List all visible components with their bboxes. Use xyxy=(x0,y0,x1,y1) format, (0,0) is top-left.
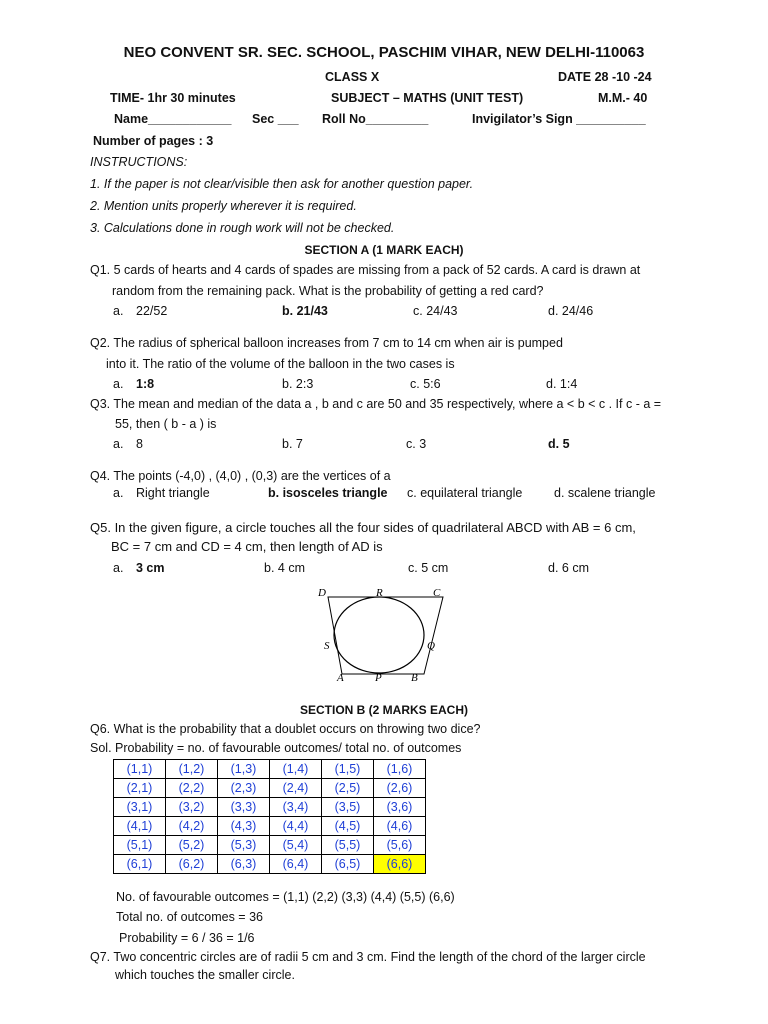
table-cell: (4,2) xyxy=(166,817,218,836)
exam-date: DATE 28 -10 -24 xyxy=(558,70,652,84)
q7-text-cont: which touches the smaller circle. xyxy=(115,968,295,982)
q2-option-b: b. 2:3 xyxy=(282,377,314,391)
table-cell: (5,3) xyxy=(218,836,270,855)
table-cell: (3,6) xyxy=(374,798,426,817)
q3-text: Q3. The mean and median of the data a , b and c are 50 and 35 respectively, where a < b < c . If c - a = xyxy=(90,397,662,411)
point-label-p: P xyxy=(375,672,382,684)
q4-text: Q4. The points (-4,0) , (4,0) , (0,3) are the vertices of a xyxy=(90,469,391,483)
q3-option-d: d. 5 xyxy=(548,437,570,451)
table-row xyxy=(114,855,426,874)
q4-option-d: d. scalene triangle xyxy=(554,486,656,500)
vertex-label-b: B xyxy=(411,672,418,684)
table-cell: (4,4) xyxy=(270,817,322,836)
invigilator-sign-field: Invigilator’s Sign __________ xyxy=(472,112,646,126)
inscribed-circle xyxy=(334,597,424,673)
table-cell: (3,5) xyxy=(322,798,374,817)
q5-text-cont: BC = 7 cm and CD = 4 cm, then length of AD is xyxy=(111,539,383,554)
q1-text-cont: random from the remaining pack. What is the probability of getting a red card? xyxy=(112,284,544,298)
table-row xyxy=(114,760,426,779)
table-cell: (4,3) xyxy=(218,817,270,836)
table-cell: (5,6) xyxy=(374,836,426,855)
total-outcomes: Total no. of outcomes = 36 xyxy=(116,910,263,924)
instruction-item: 2. Mention units properly wherever it is required. xyxy=(90,199,357,213)
instructions-heading: INSTRUCTIONS: xyxy=(90,155,188,169)
section-a-title: SECTION A (1 MARK EACH) xyxy=(304,243,464,257)
section-b-title: SECTION B (2 MARKS EACH) xyxy=(299,703,468,717)
q1-option-d: d. 24/46 xyxy=(548,304,594,318)
q5-option-d: d. 6 cm xyxy=(548,561,589,575)
table-cell: (6,4) xyxy=(270,855,322,874)
table-cell: (2,6) xyxy=(374,779,426,798)
vertex-label-c: C xyxy=(433,587,441,599)
highlighted-doublet-cell: (6,6) xyxy=(374,855,426,874)
table-cell: (6,5) xyxy=(322,855,374,874)
table-cell: (2,2) xyxy=(166,779,218,798)
table-cell: (5,1) xyxy=(114,836,166,855)
q5-option-b: b. 4 cm xyxy=(264,561,305,575)
exam-time: TIME- 1hr 30 minutes xyxy=(110,91,236,105)
table-row xyxy=(114,817,426,836)
point-label-s: S xyxy=(324,640,330,652)
table-cell: (3,3) xyxy=(218,798,270,817)
q3-option-a: 8 xyxy=(136,437,143,451)
instruction-item: 1. If the paper is not clear/visible then ask for another question paper. xyxy=(90,177,474,191)
q5-text: Q5. In the given figure, a circle touches all the four sides of quadrilateral ABCD with AB = 6 cm, xyxy=(90,520,636,535)
favourable-outcomes: No. of favourable outcomes = (1,1) (2,2) (3,3) (4,4) (5,5) (6,6) xyxy=(116,890,455,904)
dice-outcomes-table xyxy=(113,759,426,874)
max-marks: M.M.- 40 xyxy=(598,91,648,105)
table-row xyxy=(114,836,426,855)
table-cell: (2,5) xyxy=(322,779,374,798)
name-field: Name____________ xyxy=(114,112,232,126)
probability-result: Probability = 6 / 36 = 1/6 xyxy=(119,931,255,945)
roll-field: Roll No_________ xyxy=(322,112,429,126)
q4-option-b: b. isosceles triangle xyxy=(268,486,388,500)
q5-option-c: c. 5 cm xyxy=(408,561,449,575)
q5-option-a-label: a. xyxy=(113,561,124,575)
q3-option-b: b. 7 xyxy=(282,437,303,451)
q1-text: Q1. 5 cards of hearts and 4 cards of spades are missing from a pack of 52 cards. A card is drawn at xyxy=(90,263,641,277)
q2-option-c: c. 5:6 xyxy=(410,377,441,391)
point-label-r: R xyxy=(376,587,383,599)
table-cell: (2,1) xyxy=(114,779,166,798)
table-cell: (2,3) xyxy=(218,779,270,798)
quadrilateral-incircle-figure xyxy=(314,584,454,684)
table-cell: (1,4) xyxy=(270,760,322,779)
table-cell: (3,2) xyxy=(166,798,218,817)
vertex-label-a: A xyxy=(337,672,344,684)
q1-option-b: b. 21/43 xyxy=(282,304,328,318)
quadrilateral-abcd xyxy=(328,597,443,674)
q6-solution: Sol. Probability = no. of favourable outcomes/ total no. of outcomes xyxy=(90,741,462,755)
table-cell: (5,5) xyxy=(322,836,374,855)
section-field: Sec ___ xyxy=(252,112,299,126)
table-cell: (1,6) xyxy=(374,760,426,779)
table-row xyxy=(114,779,426,798)
table-row xyxy=(114,798,426,817)
table-cell: (4,5) xyxy=(322,817,374,836)
table-cell: (1,3) xyxy=(218,760,270,779)
table-cell: (5,2) xyxy=(166,836,218,855)
q3-text-cont: 55, then ( b - a ) is xyxy=(115,417,217,431)
page-count: Number of pages : 3 xyxy=(93,134,214,148)
q3-option-a-label: a. xyxy=(113,437,124,451)
table-cell: (1,5) xyxy=(322,760,374,779)
q2-option-a: 1:8 xyxy=(136,377,155,391)
table-cell: (6,1) xyxy=(114,855,166,874)
table-cell: (3,1) xyxy=(114,798,166,817)
q5-option-a: 3 cm xyxy=(136,561,165,575)
table-cell: (6,2) xyxy=(166,855,218,874)
table-cell: (4,6) xyxy=(374,817,426,836)
vertex-label-d: D xyxy=(318,587,326,599)
table-cell: (6,3) xyxy=(218,855,270,874)
q4-option-a-label: a. xyxy=(113,486,124,500)
q7-text: Q7. Two concentric circles are of radii 5 cm and 3 cm. Find the length of the chord of the larger circle xyxy=(90,950,646,964)
table-cell: (5,4) xyxy=(270,836,322,855)
q4-option-c: c. equilateral triangle xyxy=(407,486,523,500)
q2-option-a-label: a. xyxy=(113,377,124,391)
class-label: CLASS X xyxy=(325,70,380,84)
q1-option-c: c. 24/43 xyxy=(413,304,458,318)
exam-subject: SUBJECT – MATHS (UNIT TEST) xyxy=(331,91,524,105)
table-cell: (3,4) xyxy=(270,798,322,817)
q6-text: Q6. What is the probability that a doublet occurs on throwing two dice? xyxy=(90,722,481,736)
point-label-q: Q xyxy=(427,640,435,652)
q2-text-cont: into it. The ratio of the volume of the balloon in the two cases is xyxy=(106,357,455,371)
table-cell: (1,1) xyxy=(114,760,166,779)
table-cell: (4,1) xyxy=(114,817,166,836)
q2-option-d: d. 1:4 xyxy=(546,377,578,391)
q4-option-a: Right triangle xyxy=(136,486,210,500)
q2-text: Q2. The radius of spherical balloon increases from 7 cm to 14 cm when air is pumped xyxy=(90,336,563,350)
q1-option-a: 22/52 xyxy=(136,304,168,318)
school-name: NEO CONVENT SR. SEC. SCHOOL, PASCHIM VIHAR, NEW DELHI-110063 xyxy=(123,44,645,61)
q3-option-c: c. 3 xyxy=(406,437,427,451)
table-cell: (2,4) xyxy=(270,779,322,798)
instruction-item: 3. Calculations done in rough work will not be checked. xyxy=(90,221,395,235)
table-cell: (1,2) xyxy=(166,760,218,779)
q1-option-a-label: a. xyxy=(113,304,124,318)
